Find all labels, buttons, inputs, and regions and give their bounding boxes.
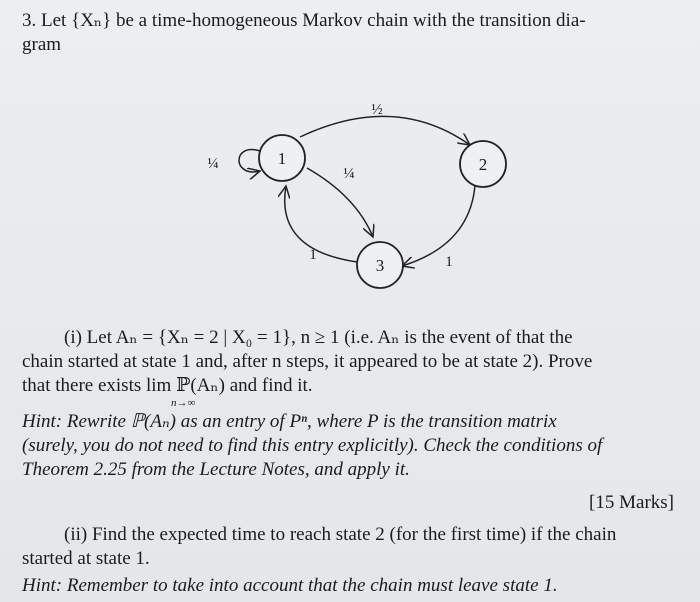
label-edge-2-3: 1 bbox=[445, 254, 453, 270]
part-ii-line-2: started at state 1. bbox=[22, 548, 150, 569]
state-2-label: 2 bbox=[478, 155, 488, 174]
state-3-label: 3 bbox=[375, 256, 385, 275]
part-ii-line-1: (ii) Find the expected time to reach state 2 (for the first time) if the chain bbox=[64, 524, 617, 545]
problem-intro-line-1: 3. Let {Xₙ} be a time-homogeneous Markov chain with the transition dia- bbox=[22, 10, 586, 31]
edge-1-3 bbox=[307, 168, 373, 237]
label-edge-1-3: ¼ bbox=[343, 166, 355, 182]
part-i-line-1: (i) Let Aₙ = {Xₙ = 2 | X₀ = 1}, n ≥ 1 (i.e. Aₙ is the event of that the bbox=[64, 327, 573, 348]
part-i-line-3: that there exists lim ℙ(Aₙ) and find it. bbox=[22, 375, 313, 396]
label-self-loop-1: ¼ bbox=[207, 156, 219, 172]
edge-2-3 bbox=[402, 185, 475, 266]
edge-1-2 bbox=[300, 116, 470, 145]
part-ii-hint: Hint: Remember to take into account that the chain must leave state 1. bbox=[22, 575, 558, 596]
part-i-line-2: chain started at state 1 and, after n steps, it appeared to be at state 2). Prove bbox=[22, 351, 593, 372]
part-i-marks: [15 Marks] bbox=[589, 492, 674, 513]
part-i-limit-subscript: n→∞ bbox=[171, 397, 196, 409]
state-1-label: 1 bbox=[277, 149, 287, 168]
part-i-hint-line-2: (surely, you do not need to find this entry explicitly). Check the conditions of bbox=[22, 435, 603, 456]
part-i-hint-line-1: Hint: Rewrite ℙ(Aₙ) as an entry of Pⁿ, where P is the transition matrix bbox=[22, 411, 557, 432]
label-edge-1-2: ½ bbox=[371, 102, 383, 118]
part-i-hint-line-3: Theorem 2.25 from the Lecture Notes, and apply it. bbox=[22, 459, 410, 480]
problem-intro-line-2: gram bbox=[22, 34, 62, 55]
self-loop-1 bbox=[239, 150, 260, 172]
label-edge-3-1: 1 bbox=[309, 247, 317, 263]
